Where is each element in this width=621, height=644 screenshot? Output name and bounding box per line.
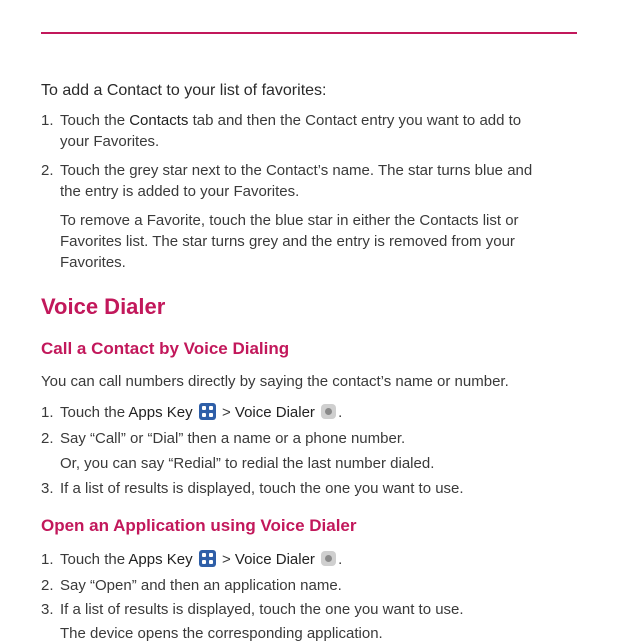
list-item: [41, 160, 561, 202]
header-rule: [41, 32, 577, 34]
call-lead: You can call numbers directly by saying the contact’s name or number.: [41, 373, 509, 390]
list-item: [41, 110, 561, 152]
step-text: Touch the: [60, 551, 129, 568]
list-item: [41, 402, 561, 427]
step-text: Touch the grey star next to the Contact’s name. The star turns blue and: [60, 162, 533, 179]
step-text: Touch the: [60, 112, 130, 129]
apps-key-label: Apps Key: [128, 551, 193, 568]
step-text: If a list of results is displayed, touch the one you want to use.: [60, 480, 464, 497]
note-line: To remove a Favorite, touch the blue star in either the Contacts list or: [60, 212, 519, 229]
step-number: 2.: [41, 430, 54, 447]
apps-grid-icon: [199, 550, 216, 567]
step-text: .: [338, 404, 343, 421]
open-app-note: The device opens the corresponding application.: [60, 625, 383, 642]
step-text: tab and then the Contact entry you want to add to: [188, 112, 522, 129]
contacts-tab-label: Contacts: [129, 112, 189, 129]
redial-note: Or, you can say “Redial” to redial the last number dialed.: [60, 455, 435, 472]
step-number: 1.: [41, 551, 54, 568]
open-app-title: Open an Application using Voice Dialer: [41, 516, 357, 535]
step-text: your Favorites.: [60, 133, 160, 150]
step-text: Say “Call” or “Dial” then a name or a phone number.: [60, 430, 406, 447]
step-number: 3.: [41, 480, 54, 497]
step-number: 2.: [41, 577, 54, 594]
list-item: [41, 575, 561, 596]
favorites-steps: [41, 110, 561, 273]
step-text: Say “Open” and then an application name.: [60, 577, 342, 594]
favorites-heading: To add a Contact to your list of favorites:: [41, 82, 327, 99]
step-text: .: [338, 551, 343, 568]
voice-dialer-label: Voice Dialer: [234, 551, 315, 568]
step-number: 3.: [41, 601, 54, 618]
step-text: Touch the: [60, 404, 129, 421]
apps-grid-icon: [199, 403, 216, 420]
voice-dialer-label: Voice Dialer: [234, 404, 315, 421]
open-app-steps: [41, 549, 561, 644]
list-item: [41, 599, 561, 620]
step-number: 1.: [41, 112, 54, 129]
step-text: >: [217, 551, 235, 568]
list-item: [41, 428, 561, 449]
step-number: 2.: [41, 162, 54, 179]
step-text: If a list of results is displayed, touch the one you want to use.: [60, 601, 464, 618]
step-text: >: [217, 404, 235, 421]
voice-dialer-icon: [321, 404, 336, 419]
list-item: [41, 478, 561, 499]
call-steps: [41, 402, 561, 499]
call-contact-title: Call a Contact by Voice Dialing: [41, 339, 290, 358]
list-item: [41, 549, 561, 574]
step-text: the entry is added to your Favorites.: [60, 183, 300, 200]
voice-dialer-title: Voice Dialer: [41, 294, 166, 319]
remove-favorite-note: [41, 210, 561, 273]
note-line: Favorites list. The star turns grey and the entry is removed from your: [60, 233, 515, 250]
note-line: Favorites.: [60, 254, 126, 271]
step-number: 1.: [41, 404, 54, 421]
apps-key-label: Apps Key: [128, 404, 193, 421]
voice-dialer-icon: [321, 551, 336, 566]
